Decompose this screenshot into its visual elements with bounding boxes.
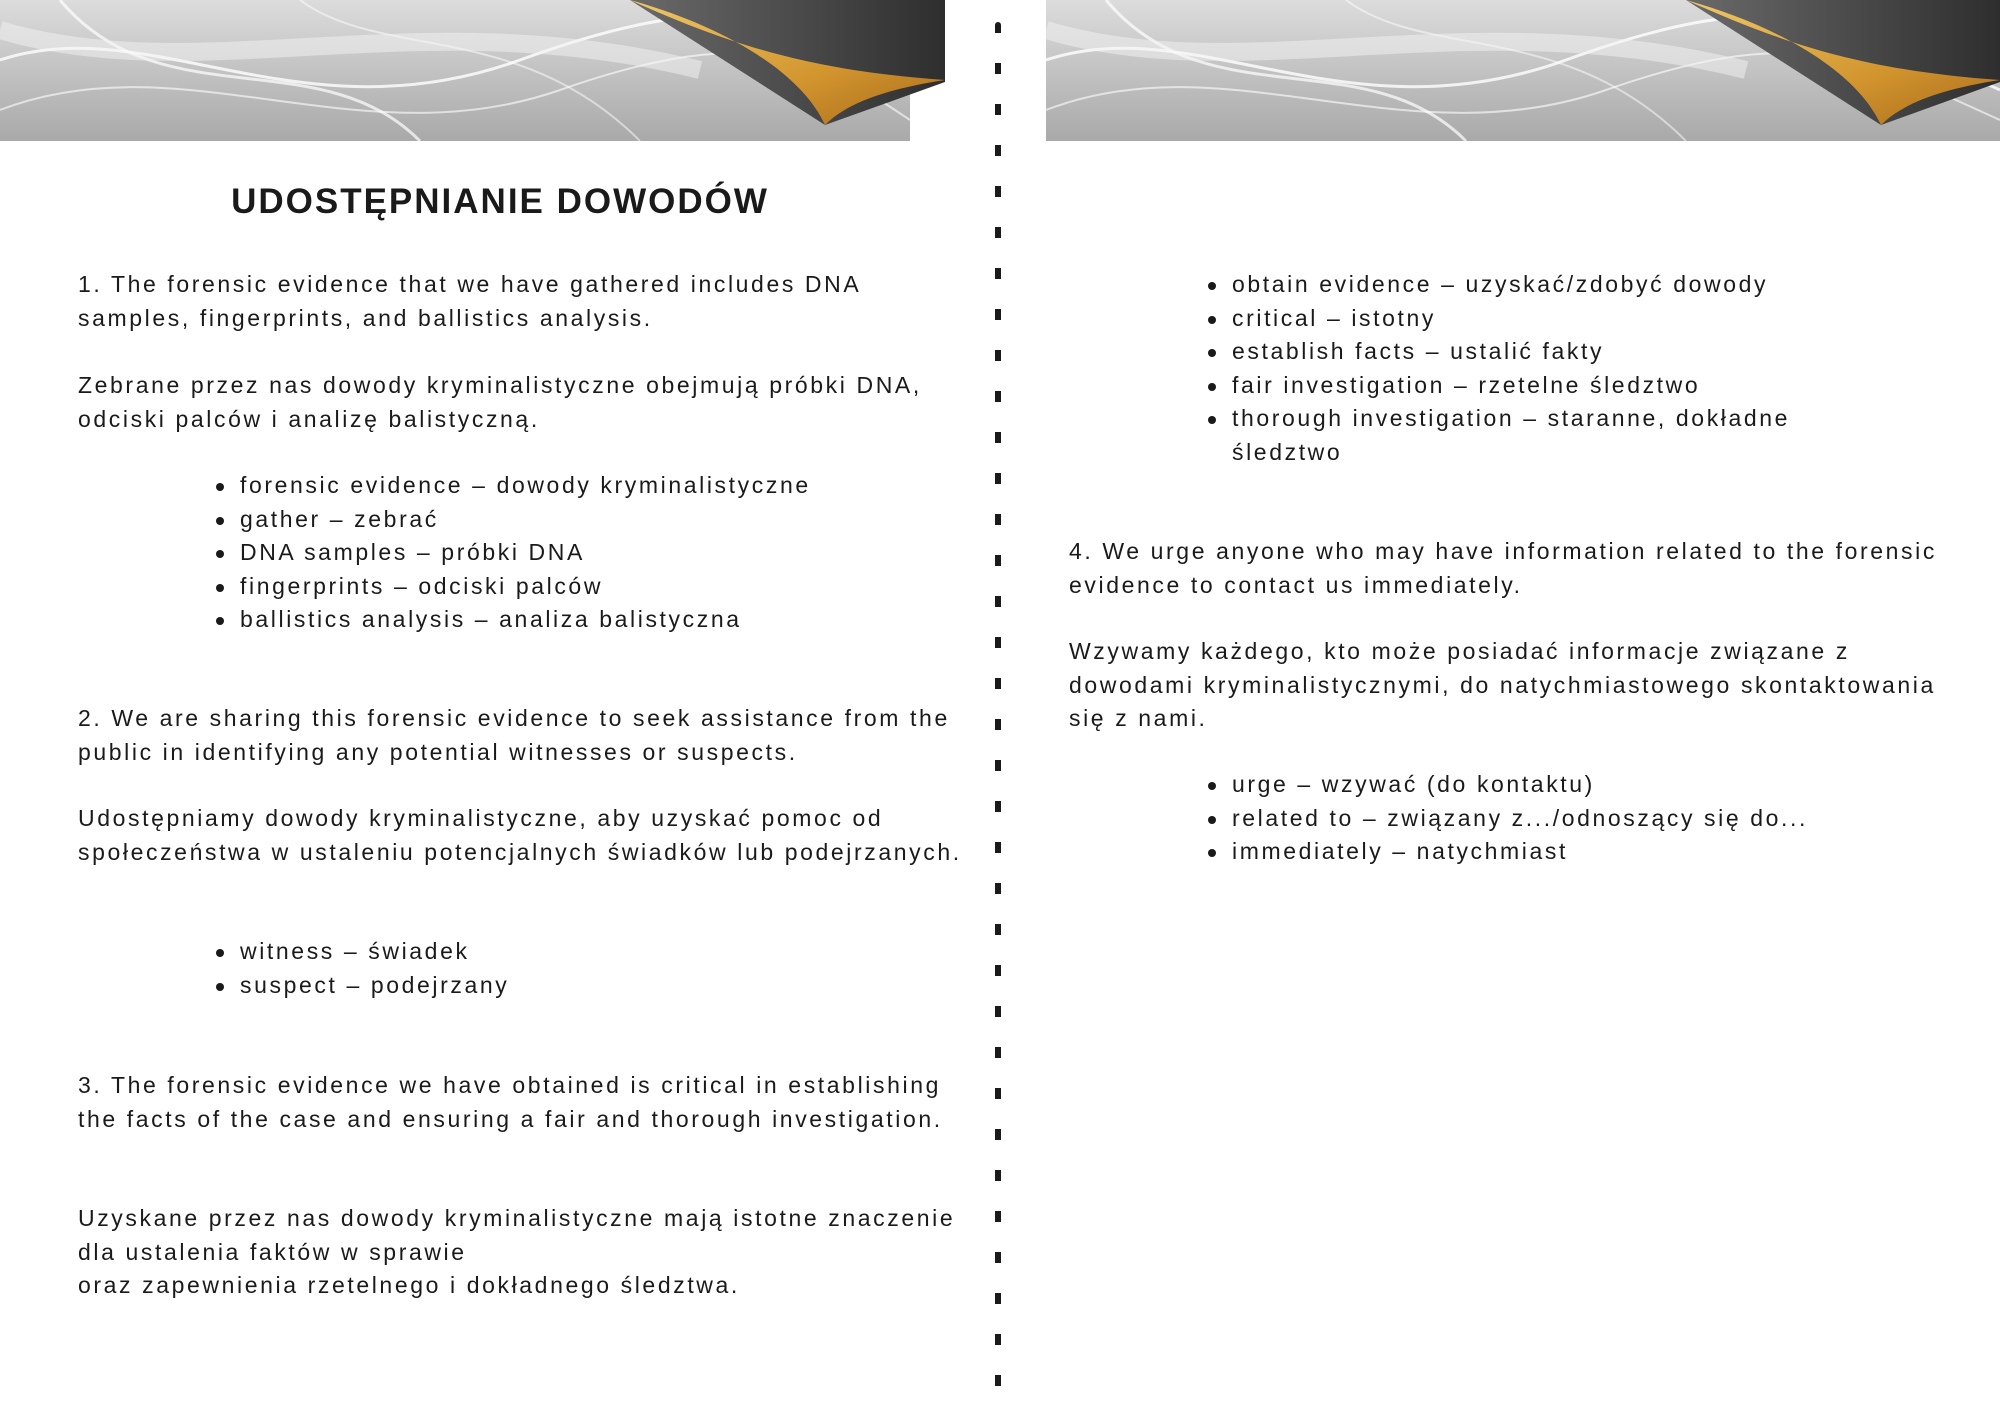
section-2-english: 2. We are sharing this forensic evidence to seek assistance from the public in identifying any potential witnesses or suspects.	[78, 705, 950, 765]
section-1-polish: Zebrane przez nas dowody kryminalistyczne obejmują próbki DNA, odciski palców i analizę balistyczną.	[78, 372, 922, 432]
vocab-item: related to – związany z.../odnoszący się do...	[1206, 802, 1966, 836]
section-3-polish: Uzyskane przez nas dowody kryminalistyczne mają istotne znaczenie dla ustalenia faktów w sprawie oraz zapewnienia rzetelnego i dokładnego śledztwa.	[78, 1205, 956, 1298]
section-3-vocab-list	[1206, 268, 1966, 469]
decorative-banner	[1046, 0, 2000, 141]
section-3-english: 3. The forensic evidence we have obtained is critical in establishing the facts of the case and ensuring a fair and thorough investigation.	[78, 1072, 943, 1132]
section-1-english: 1. The forensic evidence that we have gathered includes DNA samples, fingerprints, and ballistics analysis.	[78, 271, 861, 331]
vocab-item: witness – świadek	[214, 935, 974, 969]
section-4-polish: Wzywamy każdego, kto może posiadać informacje związane z dowodami kryminalistycznymi, do natychmiastowego skontaktowania się z nami.	[1069, 638, 1936, 731]
vocab-item: critical – istotny	[1206, 302, 1966, 336]
vocab-item: establish facts – ustalić fakty	[1206, 335, 1966, 369]
section-2-polish: Udostępniamy dowody kryminalistyczne, aby uzyskać pomoc od społeczeństwa w ustaleniu potencjalnych świadków lub podejrzanych.	[78, 805, 962, 865]
section-4-vocab-list	[1206, 768, 1966, 869]
section-4-english: 4. We urge anyone who may have information related to the forensic evidence to contact us immediately.	[1069, 538, 1937, 598]
section-1-vocab-list	[214, 469, 974, 637]
vocab-item: forensic evidence – dowody kryminalistyczne	[214, 469, 974, 503]
vocab-item: immediately – natychmiast	[1206, 835, 1966, 869]
page-curl-banner-graphic	[0, 0, 945, 141]
vocab-item: obtain evidence – uzyskać/zdobyć dowody	[1206, 268, 1966, 302]
section-2-vocab-list	[214, 935, 974, 1002]
page-curl-banner-graphic	[1046, 0, 2000, 141]
document-title: UDOSTĘPNIANIE DOWODÓW	[231, 182, 769, 221]
vocab-item: gather – zebrać	[214, 503, 974, 537]
page-divider-dashed	[995, 22, 1001, 1402]
decorative-banner	[0, 0, 945, 141]
vocab-item: urge – wzywać (do kontaktu)	[1206, 768, 1966, 802]
vocab-item: suspect – podejrzany	[214, 969, 974, 1003]
left-page	[0, 0, 980, 1414]
vocab-item: ballistics analysis – analiza balistyczna	[214, 603, 974, 637]
vocab-item: thorough investigation – staranne, dokładne śledztwo	[1206, 402, 1792, 469]
vocab-item: fingerprints – odciski palców	[214, 570, 974, 604]
vocab-item: fair investigation – rzetelne śledztwo	[1206, 369, 1966, 403]
vocab-item: DNA samples – próbki DNA	[214, 536, 974, 570]
